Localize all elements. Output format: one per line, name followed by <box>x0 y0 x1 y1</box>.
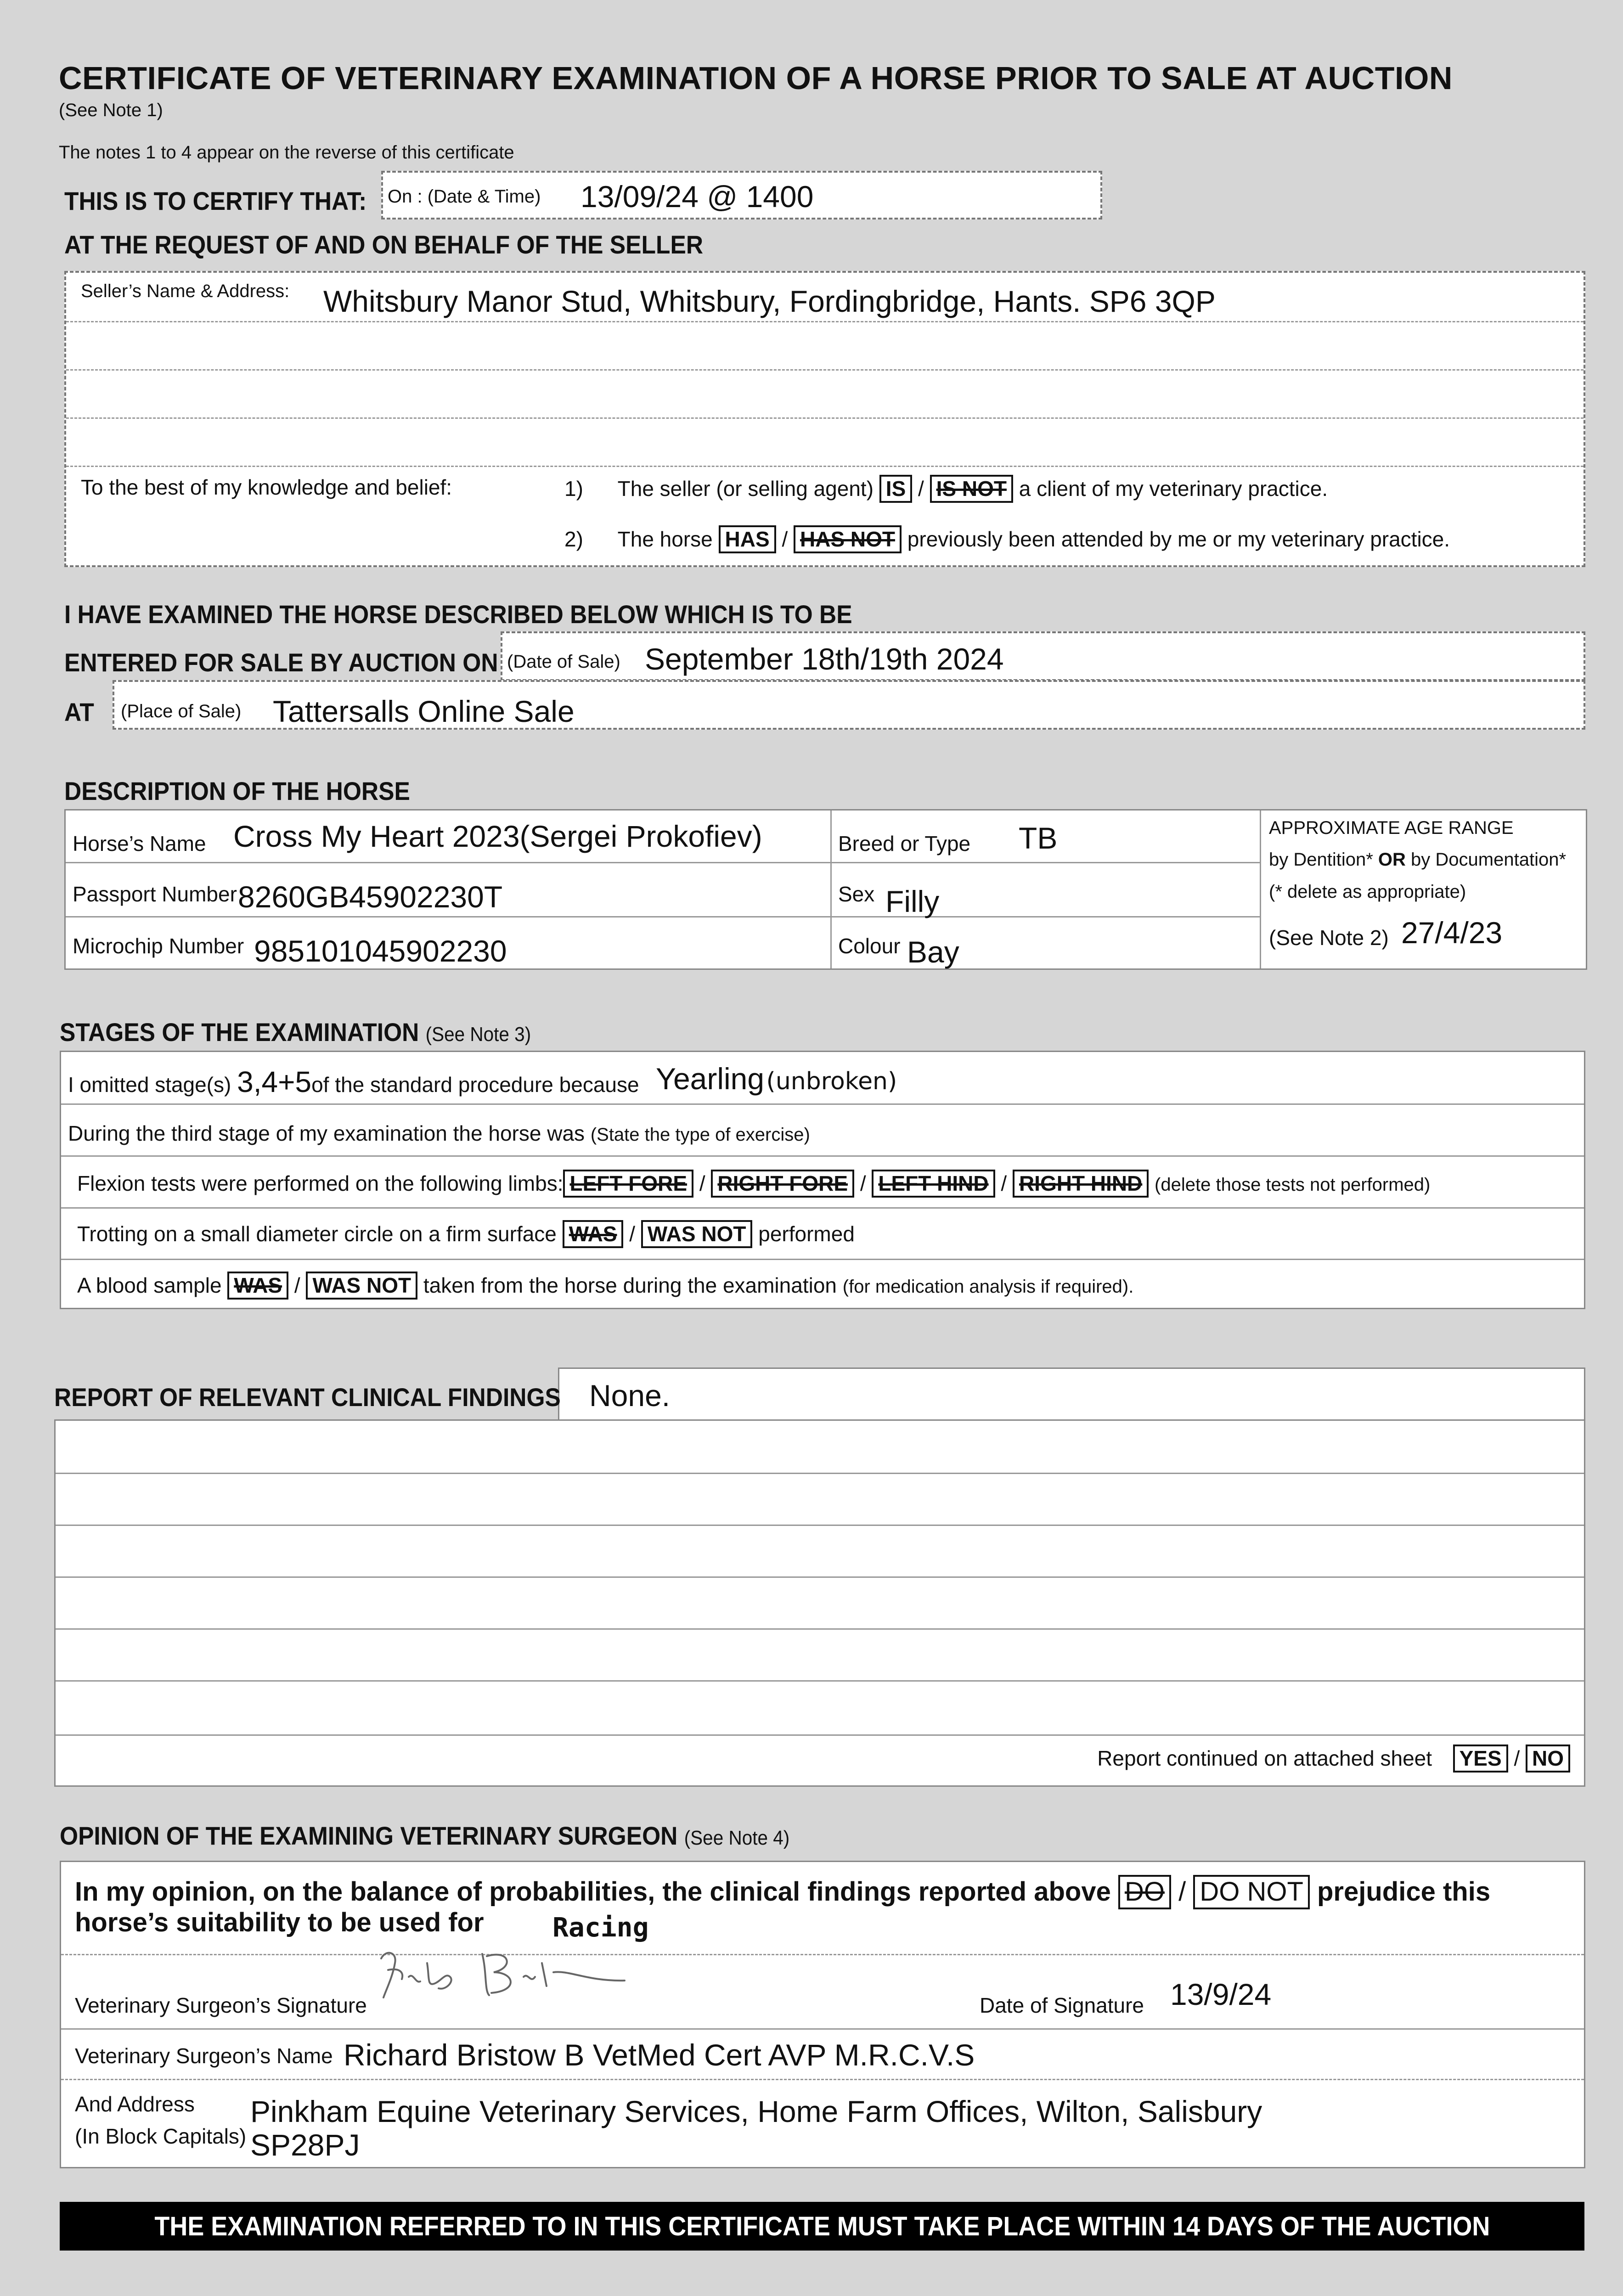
horse-description-table <box>64 809 1587 970</box>
is-option[interactable]: IS <box>879 475 912 503</box>
passport-label: Passport Number <box>73 882 237 906</box>
breed-value[interactable]: TB <box>1019 821 1058 855</box>
age-by-documentation: by Documentation* <box>1411 850 1567 870</box>
date-of-sale-field[interactable] <box>501 631 1585 681</box>
opinion-do-option[interactable]: DO <box>1118 1875 1171 1909</box>
seller-client-statement <box>564 475 1328 503</box>
third-stage-row <box>68 1121 810 1146</box>
third-stage-note: (State the type of exercise) <box>590 1125 810 1145</box>
stages-table <box>60 1051 1585 1309</box>
omitted-value[interactable]: 3,4+5 <box>237 1065 312 1098</box>
report-lines[interactable] <box>54 1419 1585 1787</box>
colour-value[interactable]: Bay <box>907 935 959 969</box>
date-time-label: On : (Date & Time) <box>388 186 541 207</box>
has-option[interactable]: HAS <box>719 525 776 553</box>
reason-extra: (unbroken) <box>766 1068 897 1095</box>
microchip-value[interactable]: 985101045902230 <box>254 934 507 968</box>
report-continued-row <box>1097 1745 1570 1773</box>
vet-name-value[interactable]: Richard Bristow B VetMed Cert AVP M.R.C.V.S <box>344 2038 975 2072</box>
place-of-sale-value: Tattersalls Online Sale <box>273 694 575 728</box>
microchip-label: Microchip Number <box>73 934 244 958</box>
flexion-sep-2: / <box>860 1171 866 1195</box>
report-yes-option[interactable]: YES <box>1453 1745 1508 1773</box>
trotting-post: performed <box>758 1222 855 1246</box>
flexion-label: Flexion tests were performed on the following limbs: <box>77 1171 564 1195</box>
blood-was-option[interactable]: WAS <box>227 1272 288 1300</box>
certificate-title: CERTIFICATE OF VETERINARY EXAMINATION OF A HORSE PRIOR TO SALE AT AUCTION <box>59 60 1453 96</box>
trotting-was-option[interactable]: WAS <box>563 1220 624 1248</box>
omitted-pre: I omitted stage(s) <box>68 1073 231 1097</box>
third-stage-label: During the third stage of my examination the horse was <box>68 1121 585 1145</box>
blood-post: taken from the horse during the examination <box>423 1273 837 1297</box>
flexion-left-hind[interactable]: LEFT HIND <box>872 1170 995 1198</box>
place-of-sale-field[interactable] <box>113 680 1585 730</box>
stages-note: (See Note 3) <box>425 1023 531 1046</box>
blood-pre: A blood sample <box>77 1273 222 1297</box>
date-of-sale-label: (Date of Sale) <box>507 652 620 672</box>
reason-value: Yearling <box>656 1062 765 1096</box>
stages-title: STAGES OF THE EXAMINATION <box>60 1018 419 1047</box>
opinion-box <box>60 1861 1585 2168</box>
trotting-sep: / <box>629 1222 636 1246</box>
age-see-note: (See Note 2) <box>1269 926 1389 950</box>
belief-label: To the best of my knowledge and belief: <box>81 475 452 499</box>
age-range-methods <box>1269 850 1566 870</box>
trotting-was-not-option[interactable]: WAS NOT <box>641 1220 753 1248</box>
sex-value[interactable]: Filly <box>885 884 940 918</box>
has-not-option[interactable]: HAS NOT <box>794 525 902 553</box>
vet-name-label: Veterinary Surgeon’s Name <box>75 2044 333 2068</box>
colour-label: Colour <box>838 934 901 958</box>
flexion-note: (delete those tests not performed) <box>1155 1175 1431 1195</box>
item2-num: 2) <box>564 527 583 551</box>
opinion-line-1 <box>75 1875 1490 1909</box>
flexion-left-fore[interactable]: LEFT FORE <box>563 1170 693 1198</box>
opinion-note: (See Note 4) <box>684 1827 790 1849</box>
horse-section-label: DESCRIPTION OF THE HORSE <box>64 777 410 805</box>
report-no-option[interactable]: NO <box>1526 1745 1570 1773</box>
horse-name-value[interactable]: Cross My Heart 2023(Sergei Prokofiev) <box>233 819 762 853</box>
item2-pre: The horse <box>617 527 713 551</box>
age-by-dentition: by Dentition* <box>1269 850 1373 870</box>
trotting-row <box>77 1220 855 1248</box>
vet-signature-image <box>377 1945 634 2004</box>
opinion-use-value[interactable]: Racing <box>552 1912 649 1943</box>
flexion-sep-3: / <box>1001 1171 1007 1195</box>
opinion-section-label <box>60 1821 789 1851</box>
date-of-sale-value: September 18th/19th 2024 <box>645 642 1004 676</box>
blood-row <box>77 1272 1133 1300</box>
omitted-reason[interactable] <box>656 1061 897 1096</box>
item1-sep: / <box>918 477 924 501</box>
date-time-value: 13/09/24 @ 1400 <box>580 180 814 214</box>
horse-name-label: Horse’s Name <box>73 832 206 855</box>
at-label: AT <box>64 698 94 726</box>
omitted-row <box>68 1065 639 1099</box>
flexion-right-hind[interactable]: RIGHT HIND <box>1013 1170 1149 1198</box>
is-not-option[interactable]: IS NOT <box>930 475 1013 503</box>
request-label: AT THE REQUEST OF AND ON BEHALF OF THE SELLER <box>64 230 704 259</box>
opinion-line-2: horse’s suitability to be used for <box>75 1908 484 1937</box>
opinion-title: OPINION OF THE EXAMINING VETERINARY SURGEON <box>60 1821 678 1850</box>
date-time-field[interactable] <box>381 171 1102 219</box>
blood-was-not-option[interactable]: WAS NOT <box>306 1272 417 1300</box>
see-note-1: (See Note 1) <box>59 100 163 120</box>
footer-banner-text: THE EXAMINATION REFERRED TO IN THIS CERTIFICATE MUST TAKE PLACE WITHIN 14 DAYS OF THE AUCTION <box>154 2211 1490 2241</box>
flexion-row <box>77 1170 1430 1198</box>
address-value-line-1[interactable]: Pinkham Equine Veterinary Services, Home Farm Offices, Wilton, Salisbury <box>250 2094 1262 2128</box>
seller-name-value[interactable]: Whitsbury Manor Stud, Whitsbury, Fordingbridge, Hants. SP6 3QP <box>323 284 1216 318</box>
trotting-pre: Trotting on a small diameter circle on a firm surface <box>77 1222 557 1246</box>
address-value-line-2[interactable]: SP28PJ <box>250 2128 360 2162</box>
entered-label: ENTERED FOR SALE BY AUCTION ON <box>64 648 498 677</box>
sex-label: Sex <box>838 882 875 906</box>
age-value[interactable]: 27/4/23 <box>1401 916 1503 950</box>
report-label: REPORT OF RELEVANT CLINICAL FINDINGS <box>54 1383 561 1412</box>
seller-box <box>64 271 1585 567</box>
blood-note: (for medication analysis if required). <box>842 1277 1134 1297</box>
report-sep: / <box>1514 1746 1520 1770</box>
report-value: None. <box>589 1379 671 1412</box>
breed-label: Breed or Type <box>838 832 971 855</box>
item2-sep: / <box>782 527 788 551</box>
footer-banner <box>60 2202 1584 2251</box>
blood-sep: / <box>294 1273 300 1297</box>
omitted-post: of the standard procedure because <box>311 1073 639 1097</box>
place-of-sale-label: (Place of Sale) <box>121 701 242 721</box>
date-of-signature-label: Date of Signature <box>980 1993 1144 2017</box>
age-range-title: APPROXIMATE AGE RANGE <box>1269 818 1514 838</box>
age-delete-note: (* delete as appropriate) <box>1269 882 1466 902</box>
item1-post: a client of my veterinary practice. <box>1019 477 1328 501</box>
date-of-signature-value[interactable]: 13/9/24 <box>1170 1977 1272 2011</box>
certify-label: THIS IS TO CERTIFY THAT: <box>64 186 367 215</box>
flexion-sep-1: / <box>699 1171 705 1195</box>
examined-label: I HAVE EXAMINED THE HORSE DESCRIBED BELOW WHICH IS TO BE <box>64 600 852 629</box>
item1-num: 1) <box>564 477 583 501</box>
opinion-line1-pre: In my opinion, on the balance of probabilities, the clinical findings reported above <box>75 1877 1111 1907</box>
item1-pre: The seller (or selling agent) <box>617 477 874 501</box>
report-continued-label: Report continued on attached sheet <box>1097 1746 1432 1770</box>
report-first-line[interactable] <box>558 1367 1585 1421</box>
signature-label: Veterinary Surgeon’s Signature <box>75 1993 367 2017</box>
passport-value[interactable]: 8260GB45902230T <box>238 880 503 914</box>
horse-attended-statement <box>564 525 1450 553</box>
item2-post: previously been attended by me or my veterinary practice. <box>907 527 1450 551</box>
address-label-2: (In Block Capitals) <box>75 2124 247 2148</box>
seller-name-label: Seller’s Name & Address: <box>81 281 290 301</box>
opinion-sep: / <box>1178 1877 1186 1907</box>
notes-line: The notes 1 to 4 appear on the reverse of this certificate <box>59 142 514 163</box>
opinion-line1-post: prejudice this <box>1317 1877 1491 1907</box>
flexion-right-fore[interactable]: RIGHT FORE <box>711 1170 854 1198</box>
age-or: OR <box>1378 850 1406 870</box>
address-label: And Address <box>75 2092 195 2116</box>
stages-section-label <box>60 1017 531 1047</box>
opinion-do-not-option[interactable]: DO NOT <box>1193 1875 1310 1909</box>
